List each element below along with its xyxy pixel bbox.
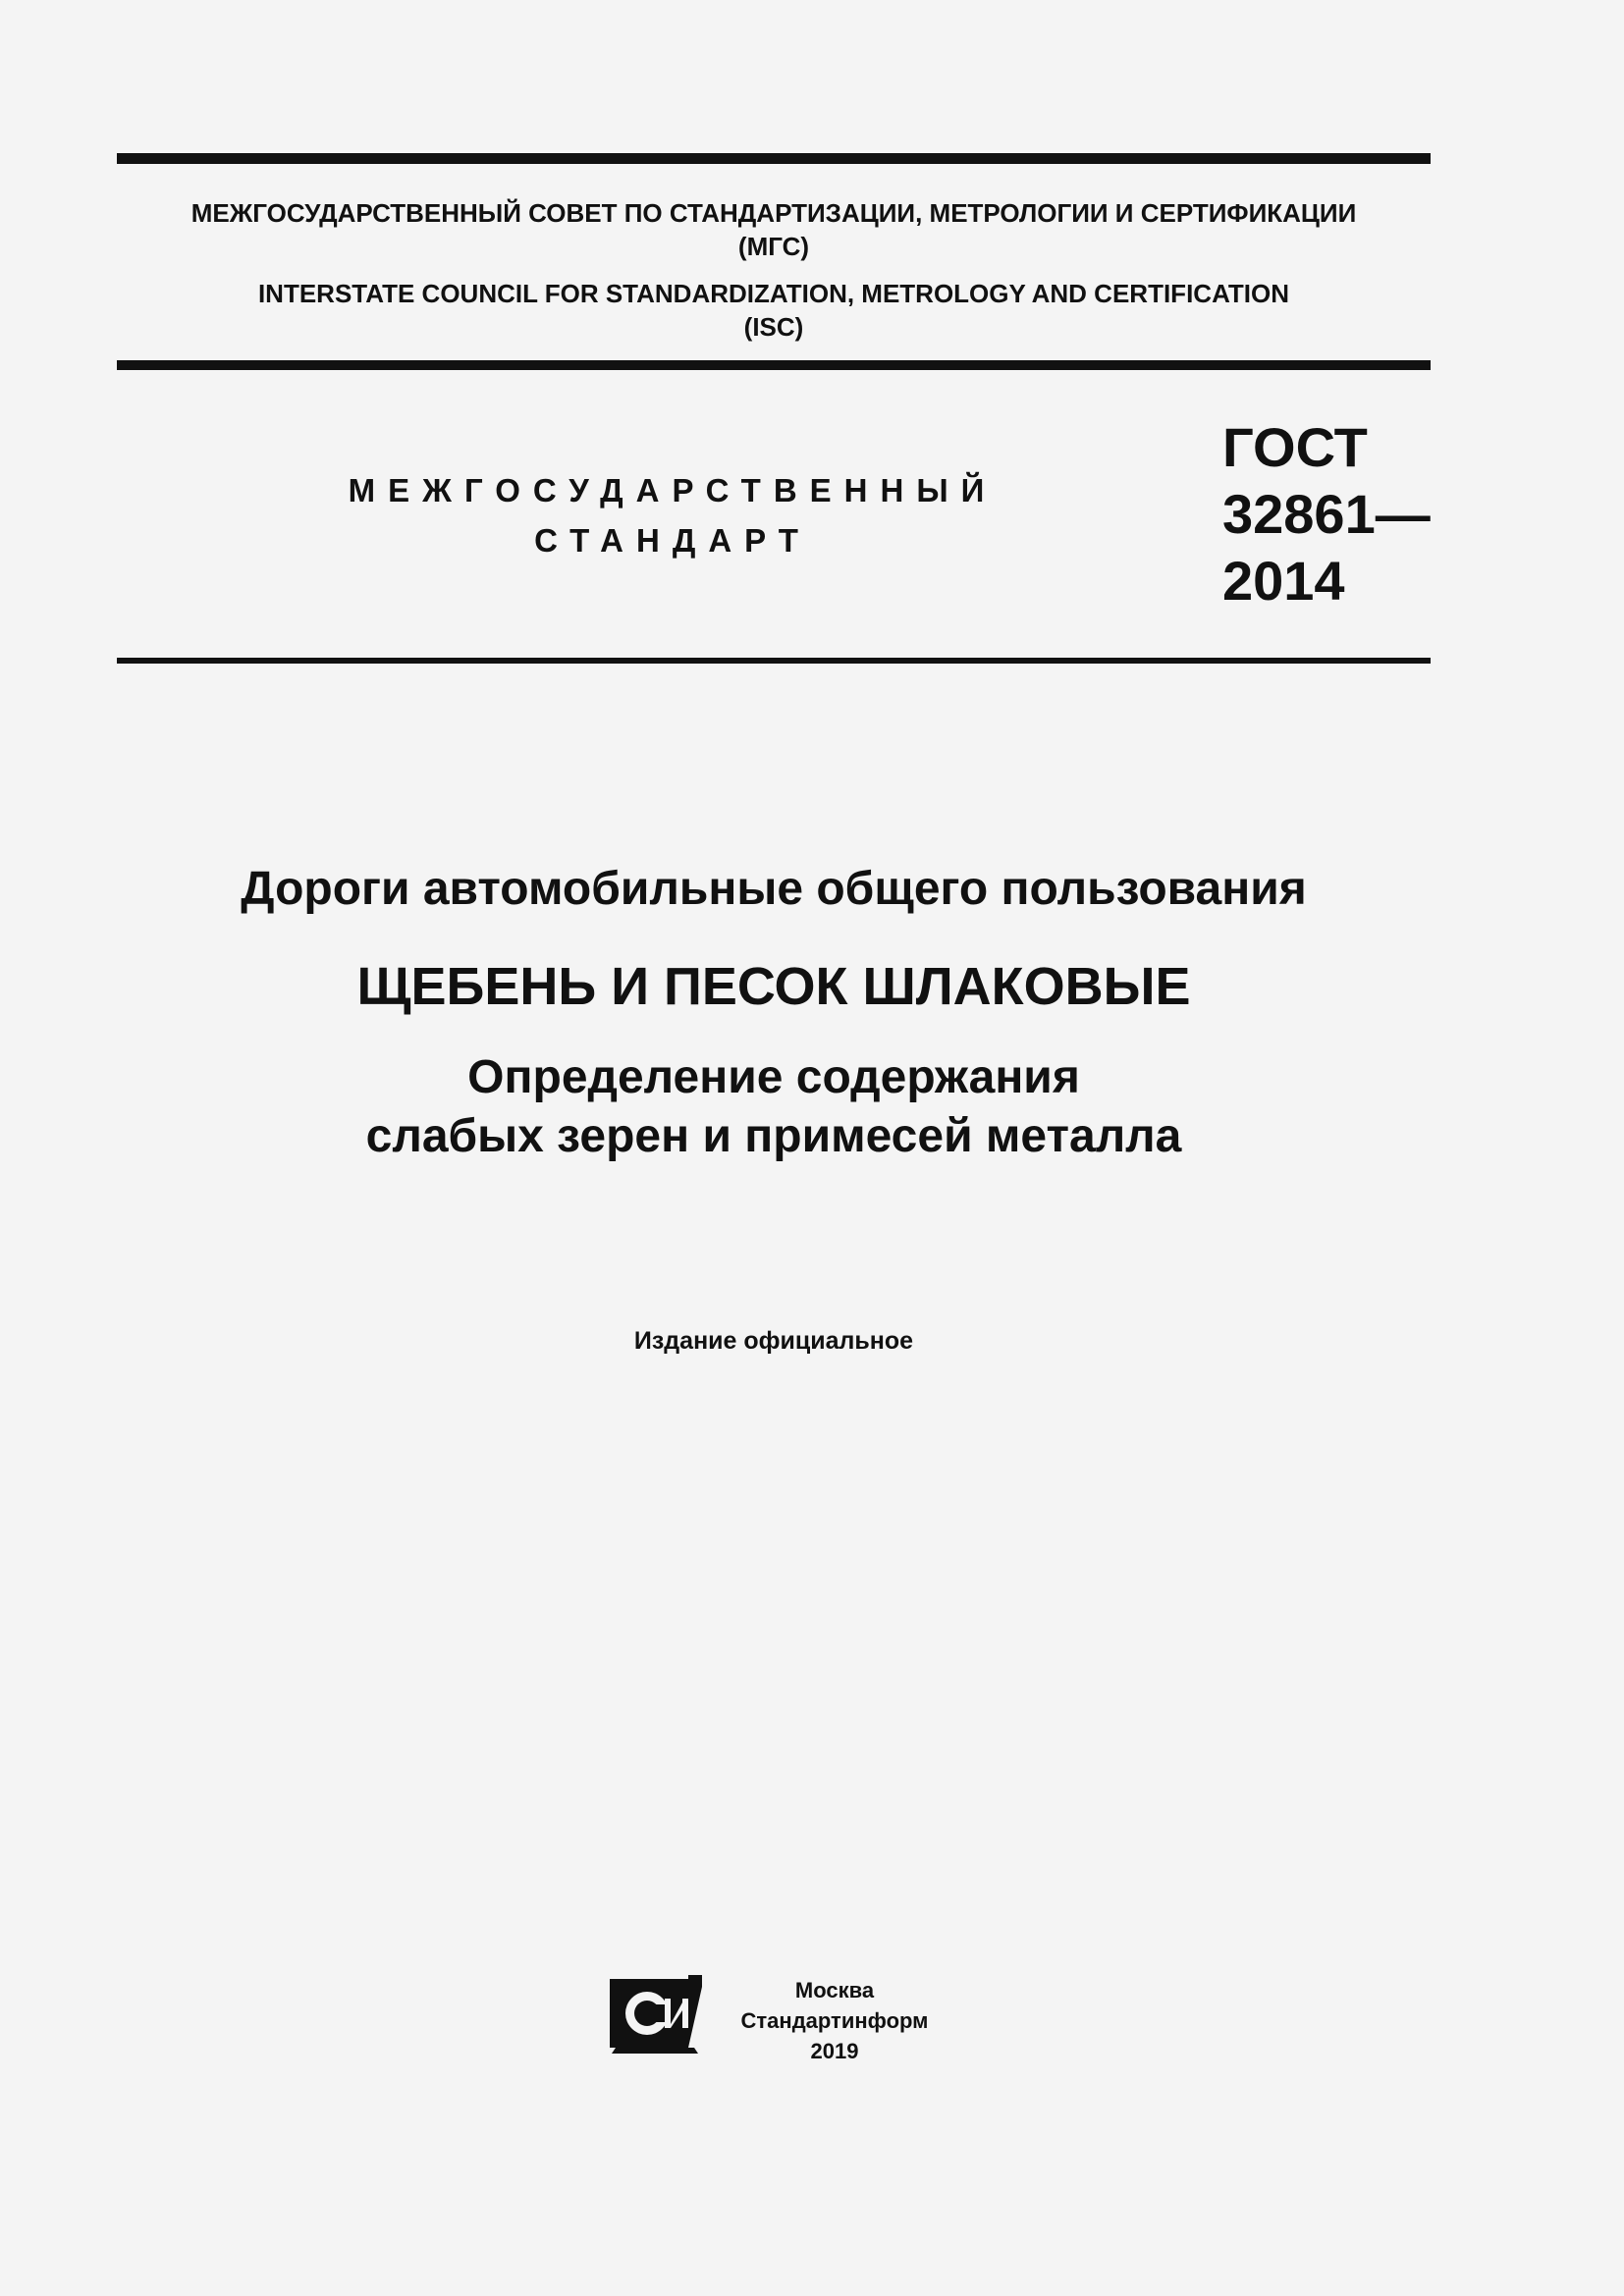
- standard-type-line1: МЕЖГОСУДАРСТВЕННЫЙ: [348, 472, 998, 508]
- middle-rule: [117, 360, 1431, 370]
- gost-number: 32861—: [1222, 483, 1431, 545]
- council-abbr-en: (ISC): [743, 312, 804, 342]
- council-abbr-ru: (МГС): [737, 232, 810, 261]
- gost-prefix: ГОСТ: [1222, 416, 1368, 478]
- document-subtitle-line1: Определение содержания: [467, 1051, 1080, 1103]
- council-name-ru: МЕЖГОСУДАРСТВЕННЫЙ СОВЕТ ПО СТАНДАРТИЗАЦИИ, МЕТРОЛОГИИ И СЕРТИФИКАЦИИ: [190, 198, 1357, 228]
- edition-label: Издание официальное: [633, 1327, 914, 1355]
- council-name-en: INTERSTATE COUNCIL FOR STANDARDIZATION, METROLOGY AND CERTIFICATION: [257, 279, 1290, 308]
- document-subtitle-line2: слабых зерен и примесей металла: [365, 1110, 1182, 1162]
- bottom-rule: [117, 658, 1431, 664]
- standard-type-line2: СТАНДАРТ: [534, 522, 811, 559]
- publisher-name: Стандартинформ: [740, 2008, 929, 2033]
- publisher-year: 2019: [810, 2039, 859, 2063]
- top-rule: [117, 153, 1431, 164]
- gost-year: 2014: [1222, 550, 1345, 612]
- publisher-city: Москва: [794, 1978, 875, 2002]
- document-title-main: ЩЕБЕНЬ И ПЕСОК ШЛАКОВЫЕ: [356, 957, 1191, 1016]
- document-title-line1: Дороги автомобильные общего пользования: [241, 863, 1307, 915]
- standartinform-logo-icon: [610, 1975, 702, 2054]
